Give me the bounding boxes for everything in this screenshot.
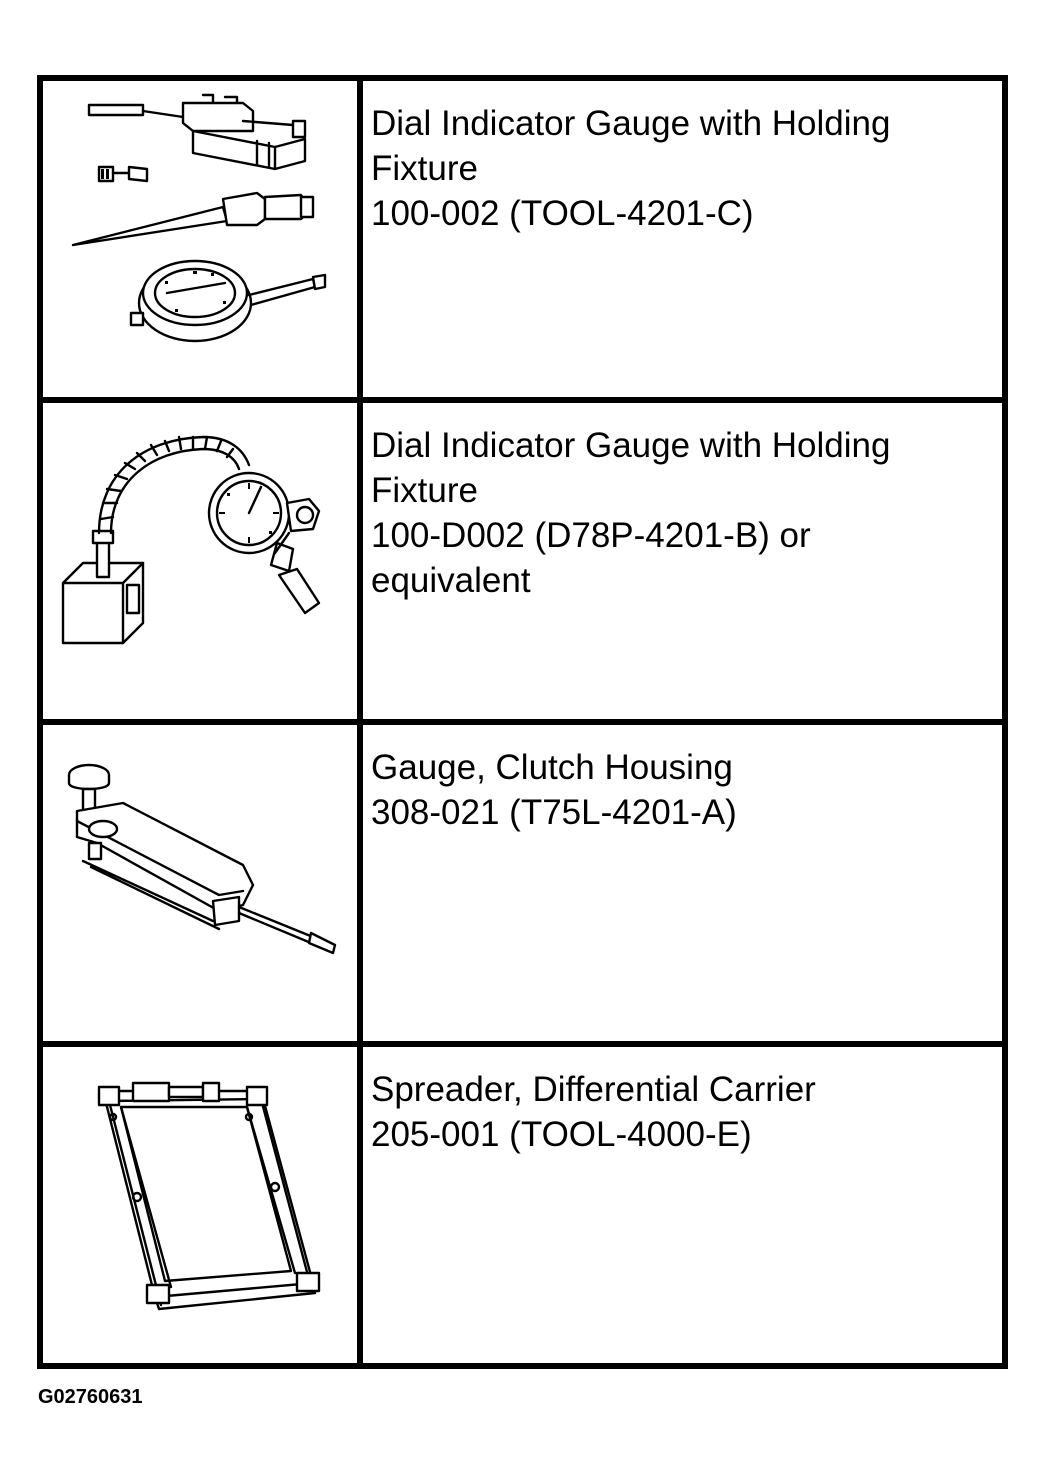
tool-description — [371, 423, 1002, 603]
tool-number-line: equivalent — [371, 561, 531, 600]
tool-row — [40, 1044, 1005, 1366]
tool-name-line: Spreader, Differential Carrier — [371, 1070, 816, 1109]
tool-number-line: 100-002 (TOOL-4201-C) — [371, 194, 754, 233]
tool-illustration-cell — [40, 722, 360, 1044]
special-tools-table — [37, 75, 1008, 1369]
tool-description — [371, 101, 1002, 236]
magnetic-base-dial-indicator-icon — [43, 403, 357, 713]
figure-code: G02760631 — [38, 1386, 143, 1408]
tool-illustration-cell — [40, 78, 360, 400]
tool-description-cell — [360, 400, 1005, 722]
tool-description — [371, 745, 1002, 835]
tool-name-line: Gauge, Clutch Housing — [371, 748, 733, 787]
tool-name-line: Dial Indicator Gauge with Holding — [371, 104, 891, 143]
clutch-housing-gauge-icon — [43, 725, 357, 1035]
tool-name-line: Fixture — [371, 471, 478, 510]
tool-row — [40, 722, 1005, 1044]
differential-carrier-spreader-icon — [43, 1047, 357, 1357]
tool-number-line: 308-021 (T75L-4201-A) — [371, 793, 737, 832]
tool-description-cell — [360, 722, 1005, 1044]
tool-number-line: 100-D002 (D78P-4201-B) or — [371, 516, 811, 555]
tool-name-line: Dial Indicator Gauge with Holding — [371, 426, 891, 465]
dial-indicator-set-icon — [43, 81, 357, 391]
tool-description-cell — [360, 78, 1005, 400]
tool-description-cell — [360, 1044, 1005, 1366]
tool-number-line: 205-001 (TOOL-4000-E) — [371, 1115, 752, 1154]
tool-illustration-cell — [40, 400, 360, 722]
tool-row — [40, 78, 1005, 400]
tool-name-line: Fixture — [371, 149, 478, 188]
tool-illustration-cell — [40, 1044, 360, 1366]
tool-row — [40, 400, 1005, 722]
tool-description — [371, 1067, 1002, 1157]
